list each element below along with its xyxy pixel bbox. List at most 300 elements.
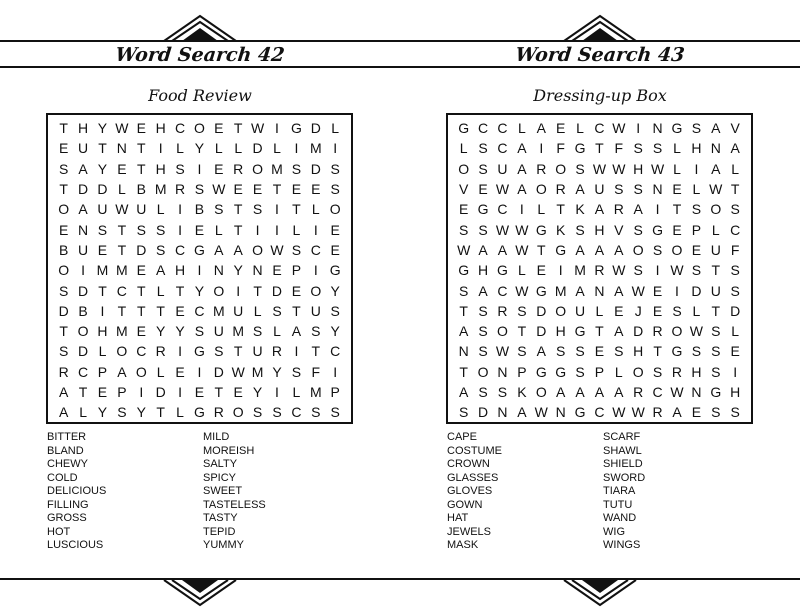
grid-letter: P <box>117 384 127 400</box>
grid-letter: M <box>116 262 128 279</box>
word-list-item: DELICIOUS <box>47 485 107 497</box>
word-list-item: SHIELD <box>603 458 643 470</box>
grid-letter: W <box>650 160 665 177</box>
grid-row <box>54 240 345 260</box>
grid-letter: S <box>711 323 721 340</box>
grid-letter: L <box>614 363 623 380</box>
grid-letter: G <box>671 343 683 360</box>
grid-letter: S <box>155 221 166 238</box>
grid-letter: W <box>212 181 226 198</box>
grid-letter: L <box>156 201 165 218</box>
grid-letter: B <box>136 181 146 198</box>
grid-letter: S <box>730 201 740 218</box>
grid-letter: A <box>517 140 527 157</box>
grid-letter: W <box>612 262 626 279</box>
grid-letter: W <box>612 120 626 137</box>
grid-letter: Y <box>136 404 146 421</box>
grid-letter: I <box>519 201 524 218</box>
grid-letter: W <box>631 404 645 421</box>
grid-letter: S <box>478 343 488 360</box>
grid-letter: I <box>255 221 260 238</box>
grid-letter: O <box>535 384 547 400</box>
grid-letter: L <box>731 323 740 340</box>
grid-letter: E <box>291 282 302 299</box>
grid-letter: W <box>495 221 510 238</box>
grid-letter: T <box>117 302 127 319</box>
grid-letter: E <box>175 363 185 380</box>
word-list-item: COLD <box>47 471 78 484</box>
grid-letter: M <box>574 262 586 279</box>
word-list-item: SCARF <box>603 431 641 443</box>
grid-letter: A <box>117 363 127 380</box>
grid-letter: R <box>271 343 283 360</box>
grid-letter: U <box>710 282 721 299</box>
grid-letter: O <box>671 241 683 258</box>
grid-letter: B <box>59 241 69 258</box>
grid-letter: U <box>213 323 224 340</box>
grid-letter: F <box>311 363 321 380</box>
grid-letter: T <box>711 262 721 279</box>
grid-letter: A <box>459 323 469 340</box>
grid-row <box>454 179 745 199</box>
grid-letter: S <box>478 323 488 340</box>
grid-letter: W <box>515 241 529 258</box>
grid-letter: E <box>330 221 340 238</box>
grid-letter: S <box>330 181 340 198</box>
grid-letter: W <box>270 241 284 258</box>
grid-letter: O <box>710 201 722 218</box>
grid-letter: L <box>731 160 740 177</box>
grid-letter: A <box>614 323 624 340</box>
grid-letter: W <box>231 363 245 380</box>
grid-letter: L <box>176 140 184 157</box>
grid-letter: S <box>730 262 740 279</box>
word-list-item: CAPE <box>447 431 477 443</box>
grid-letter: Y <box>97 404 108 421</box>
grid-letter: O <box>671 323 683 340</box>
grid-letter: R <box>633 384 644 400</box>
grid-letter: S <box>633 262 643 279</box>
word-list-item: TASTELESS <box>203 498 266 511</box>
grid-letter: I <box>197 262 202 279</box>
grid-letter: W <box>592 160 607 177</box>
grid-letter: M <box>116 323 128 340</box>
grid-letter: S <box>478 221 488 238</box>
grid-letter: E <box>652 282 663 299</box>
grid-letter: T <box>117 221 127 238</box>
grid-letter: S <box>155 241 166 258</box>
grid-letter: S <box>575 343 585 360</box>
grid-letter: E <box>233 181 243 198</box>
grid-letter: O <box>477 363 489 380</box>
grid-letter: T <box>136 140 146 157</box>
grid-letter: T <box>233 343 243 360</box>
grid-letter: T <box>214 384 224 400</box>
grid-letter: I <box>178 221 182 238</box>
grid-letter: O <box>458 160 470 177</box>
grid-letter: O <box>632 241 644 258</box>
grid-letter: G <box>477 201 489 218</box>
grid-letter: O <box>555 160 567 177</box>
grid-row <box>54 402 345 422</box>
grid-letter: E <box>117 160 127 177</box>
grid-letter: T <box>459 363 468 380</box>
grid-letter: S <box>633 181 643 198</box>
grid-letter: A <box>672 404 682 421</box>
grid-letter: T <box>459 302 468 319</box>
grid-letter: I <box>236 282 241 299</box>
grid-letter: H <box>478 262 489 279</box>
grid-letter: A <box>291 323 302 340</box>
grid-letter: R <box>594 262 605 279</box>
grid-row <box>54 382 345 402</box>
art-deco-ornament-icon <box>160 579 240 607</box>
word-list-item: HOT <box>47 525 71 538</box>
grid-letter: P <box>517 363 527 380</box>
grid-letter: G <box>574 323 586 340</box>
grid-letter: E <box>652 302 663 319</box>
grid-letter: S <box>555 343 566 360</box>
art-deco-ornament-icon <box>560 579 640 607</box>
word-list-item: MASK <box>447 539 479 551</box>
grid-letter: A <box>614 282 624 299</box>
grid-letter: S <box>59 343 69 360</box>
grid-letter: C <box>652 384 663 400</box>
grid-row <box>54 138 345 158</box>
grid-row <box>454 199 745 219</box>
grid-letter: L <box>176 404 184 421</box>
grid-letter: S <box>711 404 721 421</box>
grid-letter: E <box>59 140 69 157</box>
grid-letter: M <box>154 181 167 198</box>
grid-letter: A <box>478 282 488 299</box>
grid-letter: N <box>594 282 605 299</box>
grid-letter: A <box>555 384 566 400</box>
grid-letter: L <box>214 221 223 238</box>
grid-letter: T <box>59 120 68 137</box>
grid-letter: S <box>575 160 585 177</box>
grid-letter: N <box>78 221 89 238</box>
grid-letter: I <box>178 343 182 360</box>
grid-letter: E <box>691 241 702 258</box>
grid-letter: Y <box>252 384 263 400</box>
grid-letter: C <box>310 241 321 258</box>
grid-letter: L <box>595 302 604 319</box>
grid-letter: A <box>575 181 585 198</box>
grid-letter: L <box>214 140 223 157</box>
grid-letter: E <box>214 160 224 177</box>
grid-letter: G <box>329 262 341 279</box>
grid-letter: D <box>78 343 89 360</box>
grid-letter: I <box>178 201 182 218</box>
grid-letter: L <box>273 323 281 340</box>
grid-letter: T <box>272 181 282 198</box>
grid-letter: O <box>535 181 547 198</box>
grid-letter: D <box>310 160 321 177</box>
grid-letter: C <box>497 120 508 137</box>
grid-letter: D <box>58 302 69 319</box>
grid-letter: W <box>709 181 723 198</box>
grid-letter: S <box>97 221 108 238</box>
grid-letter: R <box>613 201 624 218</box>
grid-letter: E <box>252 181 263 198</box>
grid-letter: A <box>711 160 721 177</box>
grid-letter: H <box>155 120 166 137</box>
grid-row <box>54 260 345 280</box>
grid-letter: I <box>333 363 338 380</box>
puzzle-title-right: Dressing-up Box <box>533 86 667 105</box>
word-list-item: TIARA <box>603 485 636 497</box>
grid-letter: I <box>733 363 738 380</box>
grid-letter: S <box>691 262 702 279</box>
word-list-item: SWEET <box>203 485 243 497</box>
word-list-item: SHAWL <box>603 444 642 457</box>
grid-letter: C <box>730 221 741 238</box>
grid-letter: J <box>634 302 642 319</box>
grid-letter: O <box>77 323 89 340</box>
grid-letter: A <box>633 201 643 218</box>
grid-row <box>454 118 745 138</box>
grid-letter: D <box>310 120 321 137</box>
grid-row <box>54 341 345 361</box>
grid-letter: E <box>272 262 282 279</box>
grid-letter: L <box>273 140 281 157</box>
grid-letter: S <box>311 404 321 421</box>
grid-letter: A <box>517 404 527 421</box>
grid-letter: S <box>117 404 127 421</box>
page-title-left: Word Search 42 <box>114 44 286 66</box>
grid-letter: H <box>174 262 186 279</box>
grid-letter: C <box>174 120 186 137</box>
grid-letter: A <box>497 241 508 258</box>
grid-letter: I <box>275 221 279 238</box>
grid-letter: U <box>233 302 244 319</box>
grid-row <box>454 219 745 239</box>
grid-letter: H <box>691 363 702 380</box>
grid-letter: G <box>193 404 205 421</box>
grid-letter: G <box>193 343 205 360</box>
grid-letter: N <box>691 384 702 400</box>
grid-letter: L <box>156 363 165 380</box>
grid-letter: E <box>136 323 146 340</box>
grid-letter: G <box>290 120 302 137</box>
grid-letter: I <box>275 120 279 137</box>
grid-letter: S <box>459 404 469 421</box>
grid-letter: E <box>691 404 702 421</box>
grid-letter: I <box>294 140 299 157</box>
grid-letter: C <box>291 404 302 421</box>
grid-letter: U <box>136 201 147 218</box>
grid-letter: I <box>197 160 202 177</box>
grid-letter: M <box>232 323 245 340</box>
grid-letter: A <box>575 282 585 299</box>
word-list-item: SWORD <box>603 471 646 484</box>
grid-letter: V <box>614 221 624 238</box>
grid-letter: M <box>309 384 322 400</box>
grid-letter: S <box>691 120 702 137</box>
grid-letter: I <box>313 262 318 279</box>
grid-letter: A <box>214 241 224 258</box>
grid-row <box>54 219 345 239</box>
grid-letter: T <box>117 241 127 258</box>
grid-letter: S <box>478 302 488 319</box>
grid-letter: L <box>98 343 107 360</box>
grid-letter: T <box>98 282 107 299</box>
word-list-item: CHEWY <box>47 458 88 470</box>
grid-letter: S <box>252 323 263 340</box>
grid-letter: A <box>594 241 605 258</box>
grid-letter: M <box>309 140 322 157</box>
grid-letter: A <box>594 201 605 218</box>
word-list-item: TUTU <box>603 498 633 511</box>
grid-letter: H <box>691 140 702 157</box>
grid-letter: C <box>174 241 186 258</box>
grid-letter: O <box>116 343 128 360</box>
grid-letter: A <box>59 404 69 421</box>
grid-letter: C <box>497 282 508 299</box>
grid-letter: K <box>555 221 566 238</box>
grid-row <box>54 280 345 300</box>
header-underline <box>0 66 800 68</box>
grid-letter: S <box>691 201 702 218</box>
grid-letter: T <box>156 404 165 421</box>
grid-letter: E <box>194 221 205 238</box>
grid-letter: S <box>711 363 721 380</box>
word-list-item: CROWN <box>447 458 490 470</box>
grid-letter: A <box>730 140 740 157</box>
grid-letter: E <box>175 302 185 319</box>
grid-letter: A <box>536 120 546 137</box>
grid-letter: C <box>478 120 489 137</box>
grid-letter: G <box>671 120 683 137</box>
grid-letter: W <box>670 262 684 279</box>
word-list-item: MILD <box>203 431 230 443</box>
grid-letter: W <box>495 181 510 198</box>
grid-letter: G <box>555 241 567 258</box>
grid-letter: G <box>652 221 664 238</box>
grid-letter: E <box>672 221 682 238</box>
grid-letter: U <box>78 241 89 258</box>
grid-letter: L <box>459 140 468 157</box>
grid-letter: I <box>558 262 563 279</box>
grid-letter: A <box>614 384 624 400</box>
grid-letter: T <box>595 323 604 340</box>
grid-letter: T <box>292 302 301 319</box>
grid-letter: A <box>517 160 527 177</box>
grid-letter: D <box>78 181 89 198</box>
grid-letter: O <box>555 302 567 319</box>
grid-letter: L <box>156 282 165 299</box>
grid-letter: M <box>212 302 225 319</box>
grid-letter: Y <box>97 120 108 137</box>
grid-letter: T <box>556 201 565 218</box>
word-list-item: GROSS <box>47 512 87 524</box>
grid-letter: S <box>575 221 585 238</box>
grid-letter: S <box>136 221 146 238</box>
letter-grid-right <box>446 113 753 424</box>
grid-letter: Y <box>330 323 340 340</box>
grid-letter: A <box>459 384 469 400</box>
grid-letter: R <box>555 181 566 198</box>
grid-letter: O <box>252 241 264 258</box>
grid-letter: L <box>292 384 301 400</box>
grid-letter: T <box>292 201 301 218</box>
grid-letter: N <box>710 140 721 157</box>
grid-letter: R <box>652 404 663 421</box>
grid-letter: Y <box>175 323 185 340</box>
grid-letter: H <box>594 221 605 238</box>
grid-letter: Y <box>97 160 108 177</box>
grid-letter: S <box>194 323 205 340</box>
grid-letter: S <box>478 160 488 177</box>
grid-letter: H <box>78 120 89 137</box>
word-list-item: HAT <box>447 512 469 524</box>
grid-letter: S <box>291 160 302 177</box>
grid-letter: T <box>730 181 740 198</box>
word-list-right-col1 <box>447 431 502 553</box>
grid-letter: S <box>291 241 302 258</box>
grid-letter: D <box>691 282 702 299</box>
grid-letter: O <box>497 323 508 340</box>
grid-letter: P <box>97 363 108 380</box>
grid-letter: L <box>517 120 526 137</box>
grid-letter: T <box>175 282 185 299</box>
grid-letter: Y <box>330 282 340 299</box>
grid-letter: Y <box>155 323 166 340</box>
grid-letter: U <box>252 343 263 360</box>
grid-letter: A <box>233 241 243 258</box>
grid-letter: T <box>711 302 721 319</box>
grid-letter: T <box>78 384 88 400</box>
grid-letter: E <box>59 221 69 238</box>
grid-letter: G <box>497 262 508 279</box>
grid-letter: H <box>730 384 741 400</box>
grid-row <box>454 382 745 402</box>
word-list-item: GLOVES <box>447 485 493 497</box>
grid-letter: S <box>194 181 205 198</box>
grid-letter: S <box>311 323 321 340</box>
grid-letter: O <box>213 282 225 299</box>
grid-letter: T <box>595 140 604 157</box>
grid-letter: N <box>213 262 224 279</box>
word-list-item: TASTY <box>203 512 238 524</box>
grid-row <box>454 260 745 280</box>
grid-letter: S <box>252 201 263 218</box>
grid-letter: F <box>614 140 624 157</box>
grid-row <box>54 118 345 138</box>
grid-letter: D <box>136 241 147 258</box>
grid-letter: A <box>575 384 585 400</box>
grid-letter: N <box>652 120 663 137</box>
grid-letter: G <box>458 120 470 137</box>
grid-letter: S <box>652 363 663 380</box>
grid-letter: Y <box>233 262 243 279</box>
grid-letter: C <box>497 201 508 218</box>
grid-letter: W <box>457 241 471 258</box>
grid-letter: D <box>213 363 224 380</box>
grid-letter: U <box>594 181 605 198</box>
grid-letter: S <box>652 140 663 157</box>
grid-row <box>454 301 745 321</box>
grid-letter: L <box>331 120 340 137</box>
grid-row <box>454 362 745 382</box>
grid-letter: S <box>672 302 682 319</box>
grid-letter: A <box>711 120 721 137</box>
grid-letter: R <box>213 404 224 421</box>
grid-letter: U <box>497 160 508 177</box>
grid-row <box>454 280 745 300</box>
grid-letter: E <box>136 120 146 137</box>
